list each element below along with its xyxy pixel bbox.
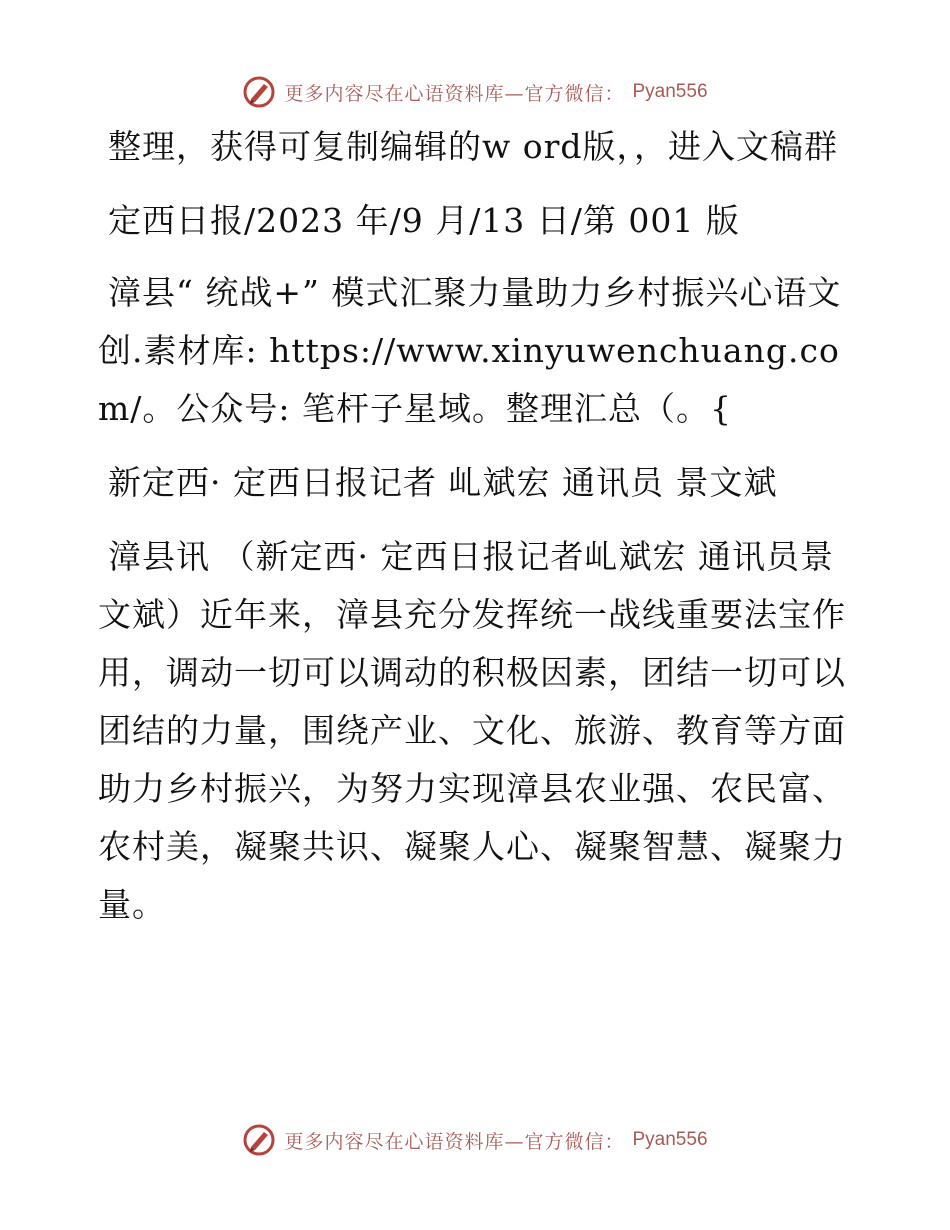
article-title: 漳县“ 统战+” 模式汇聚力量助力乡村振兴心语文创.素材库: https://www.xinyuwenchuang.com/。公众号: 笔杆子星域。整理汇总（。{ xyxy=(98,273,842,428)
watermark-account: Pyan556 xyxy=(632,1129,708,1150)
watermark-header xyxy=(0,72,950,112)
watermark-text: 更多内容尽在心语资料库—官方微信： xyxy=(284,82,625,105)
document-body xyxy=(98,118,850,950)
watermark-text: 更多内容尽在心语资料库—官方微信： xyxy=(284,1130,625,1153)
intro-paragraph: 整理，获得可复制编辑的w ord版，，进入文稿群 xyxy=(108,127,839,166)
byline: 新定西· 定西日报记者 乢斌宏 通讯员 景文斌 xyxy=(108,463,778,502)
pen-logo-icon xyxy=(242,75,276,109)
watermark-footer xyxy=(0,1120,950,1160)
pen-logo-icon xyxy=(242,1123,276,1157)
dateline: 定西日报/2023 年/9 月/13 日/第 001 版 xyxy=(108,201,740,240)
watermark-account: Pyan556 xyxy=(632,81,708,102)
article-body-paragraph: 漳县讯 （新定西· 定西日报记者乢斌宏 通讯员景文斌）近年来，漳县充分发挥统一战线重要法宝作用，调动一切可以调动的积极因素，团结一切可以团结的力量，围绕产业、文化、旅游、教育等方面助力乡村振兴，为努力实现漳县农业强、农民富、农村美，凝聚共识、凝聚人心、凝聚智慧、凝聚力量。 xyxy=(98,537,846,924)
